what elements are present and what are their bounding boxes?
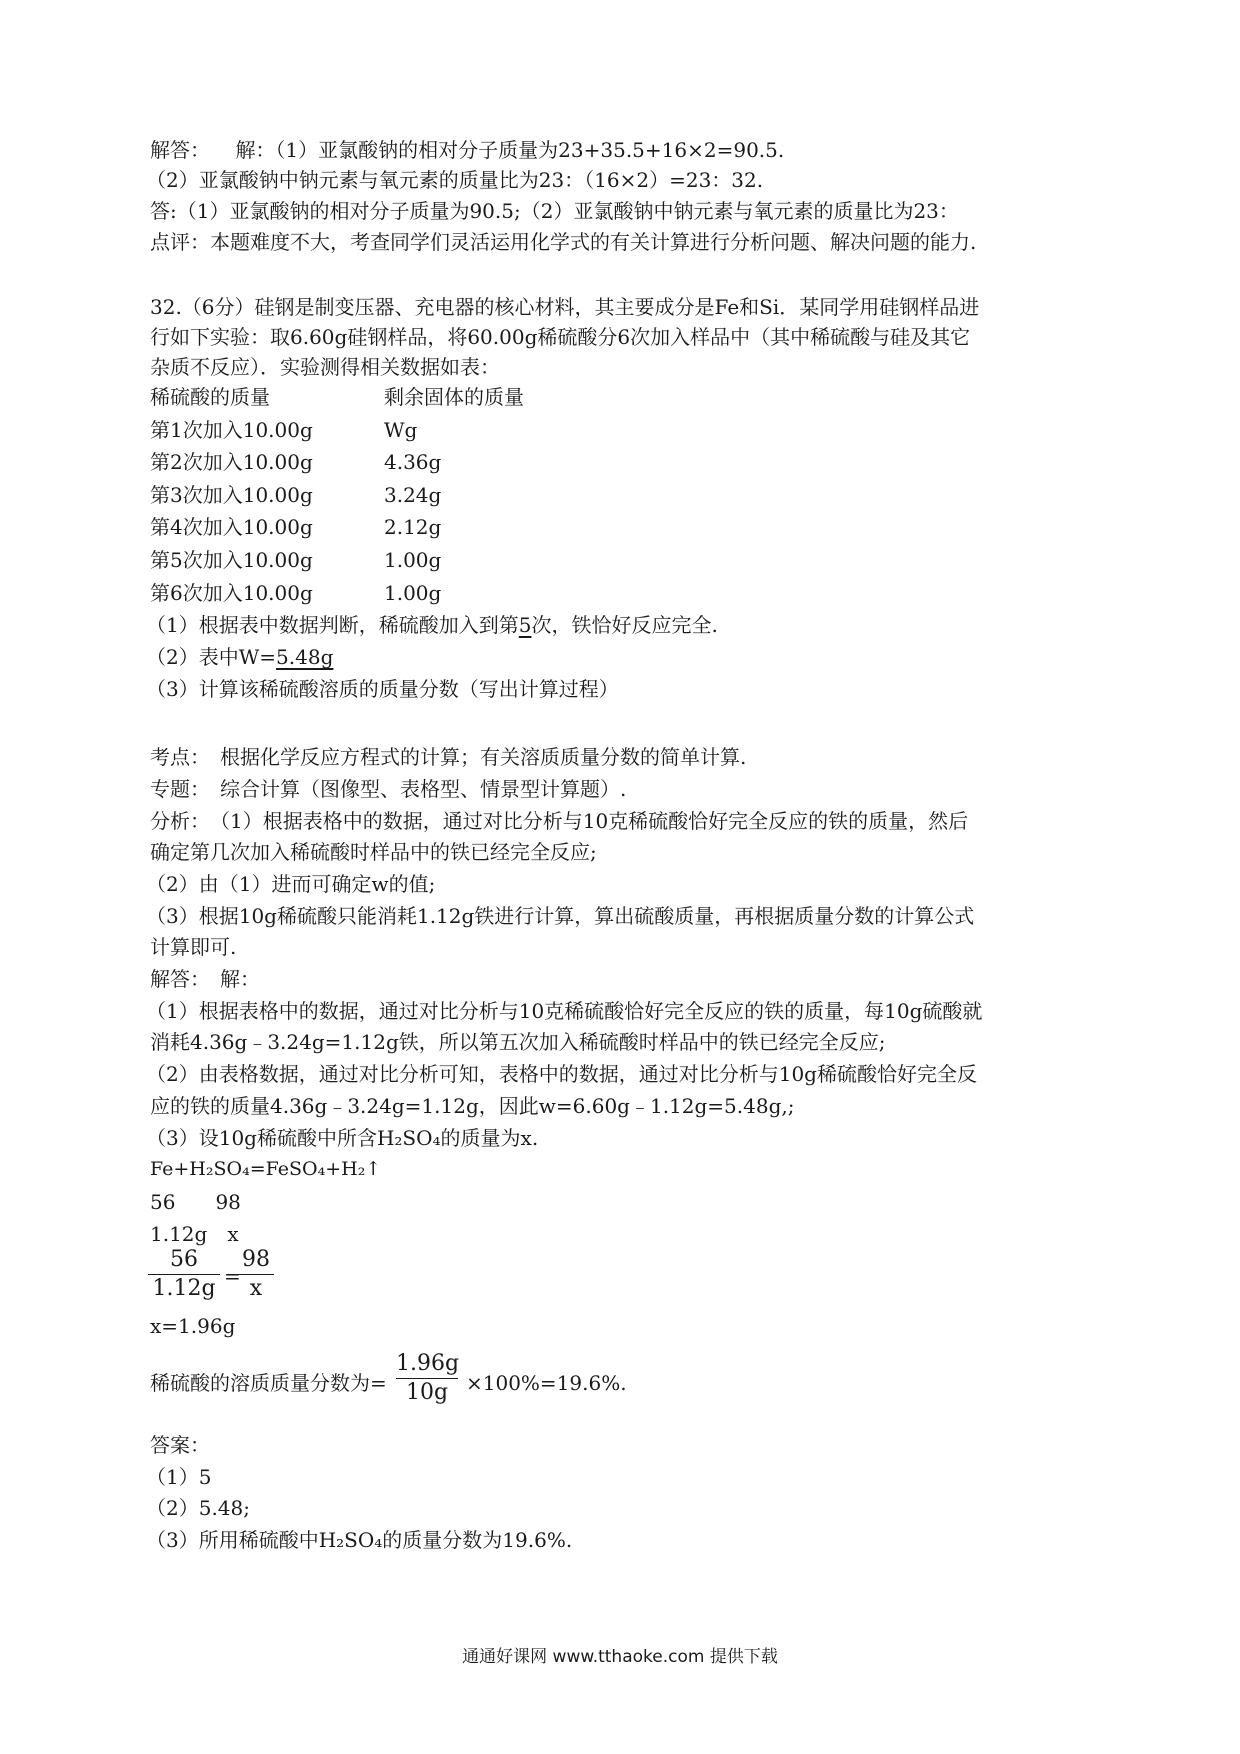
percent-calc-suffix: ×100%=19.6%. xyxy=(466,1371,627,1395)
table-cell: 第4次加入10.00g xyxy=(150,515,313,539)
table-cell: 第5次加入10.00g xyxy=(150,548,313,572)
table-header-residue: 剩余固体的质量 xyxy=(384,385,524,409)
solution-line-1: （1）根据表格中的数据，通过对比分析与10克稀硫酸恰好完全反应的铁的质量，每10g硫酸就 xyxy=(146,999,983,1023)
sub-question-2-answer: 5.48g xyxy=(276,645,334,669)
analysis-line-4: （3）根据10g稀硫酸只能消耗1.12g铁进行计算，算出硫酸质量，再根据质量分数的计算公式 xyxy=(146,904,975,928)
answer-1: （1）5 xyxy=(146,1465,212,1489)
solution-line-3: （2）由表格数据，通过对比分析可知，表格中的数据，通过对比分析与10g稀硫酸恰好完全反 xyxy=(146,1062,977,1086)
table-cell: 1.00g xyxy=(384,548,442,572)
table-cell: Wg xyxy=(384,418,418,442)
sub-question-2: （2）表中W=5.48g xyxy=(146,645,334,669)
fraction-1.96g-over-10g: 1.96g 10g xyxy=(396,1351,460,1405)
table-cell: 1.00g xyxy=(384,581,442,605)
analysis-line-1: 分析： （1）根据表格中的数据，通过对比分析与10克稀硫酸恰好完全反应的铁的质量，然后 xyxy=(150,809,969,833)
analysis-line-2: 确定第几次加入稀硫酸时样品中的铁已经完全反应; xyxy=(150,840,597,864)
solution-line-2: 消耗4.36g﹣3.24g=1.12g铁，所以第五次加入稀硫酸时样品中的铁已经完全反应; xyxy=(150,1030,886,1054)
answer-3: （3）所用稀硫酸中H₂SO₄的质量分数为19.6%. xyxy=(146,1528,573,1552)
question-32-line-3: 杂质不反应）．实验测得相关数据如表： xyxy=(150,355,500,379)
question-32-line-1: 32.（6分）硅钢是制变压器、充电器的核心材料，其主要成分是Fe和Si．某同学用硅钢样品进 xyxy=(150,295,980,319)
footer-credit: 通通好课网 www.tthaoke.com 提供下载 xyxy=(462,1647,778,1667)
solution-line-4: 应的铁的质量4.36g﹣3.24g=1.12g，因此w=6.60g﹣1.12g=5.48g,; xyxy=(150,1094,795,1118)
analysis-line-5: 计算即可. xyxy=(150,935,237,959)
molar-mass-row: 56 98 xyxy=(150,1190,241,1214)
table-cell: 4.36g xyxy=(384,450,442,474)
solution-line-5: （3）设10g稀硫酸中所含H₂SO₄的质量为x. xyxy=(146,1126,539,1150)
analysis-line-3: （2）由（1）进而可确定w的值; xyxy=(146,872,436,896)
chemical-equation: Fe+H₂SO₄=FeSO₄+H₂↑ xyxy=(150,1158,382,1180)
prev-answer-summary: 答:（1）亚氯酸钠的相对分子质量为90.5;（2）亚氯酸钠中钠元素与氧元素的质量比为23： xyxy=(150,199,959,223)
question-32-line-2: 行如下实验：取6.60g硅钢样品，将60.00g稀硫酸分6次加入样品中（其中稀硫酸与硅及其它 xyxy=(150,325,971,349)
exam-point: 考点： 根据化学反应方程式的计算；有关溶质质量分数的简单计算. xyxy=(150,745,747,769)
topic: 专题： 综合计算（图像型、表格型、情景型计算题）. xyxy=(150,777,627,801)
sub-question-1-answer: 5 xyxy=(518,613,532,637)
mass-row: 1.12g x xyxy=(150,1222,239,1246)
table-cell: 2.12g xyxy=(384,515,442,539)
answer-label: 解答： xyxy=(150,138,210,162)
solution-heading: 解答： 解： xyxy=(150,967,260,991)
table-cell: 第6次加入10.00g xyxy=(150,581,313,605)
table-cell: 3.24g xyxy=(384,483,442,507)
sub-question-3: （3）计算该稀硫酸溶质的质量分数（写出计算过程） xyxy=(146,677,619,701)
prev-comment: 点评：本题难度不大，考查同学们灵活运用化学式的有关计算进行分析问题、解决问题的能力. xyxy=(150,230,977,254)
table-header-acid: 稀硫酸的质量 xyxy=(150,385,270,409)
prev-answer-line-1 xyxy=(150,136,784,164)
table-cell: 第1次加入10.00g xyxy=(150,418,313,442)
equals-sign: = xyxy=(224,1264,241,1288)
table-cell: 第3次加入10.00g xyxy=(150,483,313,507)
answer-text: 解：（1）亚氯酸钠的相对分子质量为23+35.5+16×2=90.5. xyxy=(235,138,785,162)
percent-calc-prefix: 稀硫酸的溶质质量分数为= xyxy=(150,1371,387,1395)
fraction-56-over-1.12g: 56 1.12g xyxy=(148,1246,220,1303)
answer-2: （2）5.48; xyxy=(146,1496,250,1520)
x-result: x=1.96g xyxy=(150,1314,236,1338)
prev-answer-line-2: （2）亚氯酸钠中钠元素与氧元素的质量比为23：（16×2）=23：32. xyxy=(146,168,764,192)
answer-heading: 答案： xyxy=(150,1433,210,1457)
sub-question-1: （1）根据表中数据判断，稀硫酸加入到第5次，铁恰好反应完全. xyxy=(146,613,718,637)
fraction-98-over-x: 98 x xyxy=(238,1246,274,1303)
table-cell: 第2次加入10.00g xyxy=(150,450,313,474)
